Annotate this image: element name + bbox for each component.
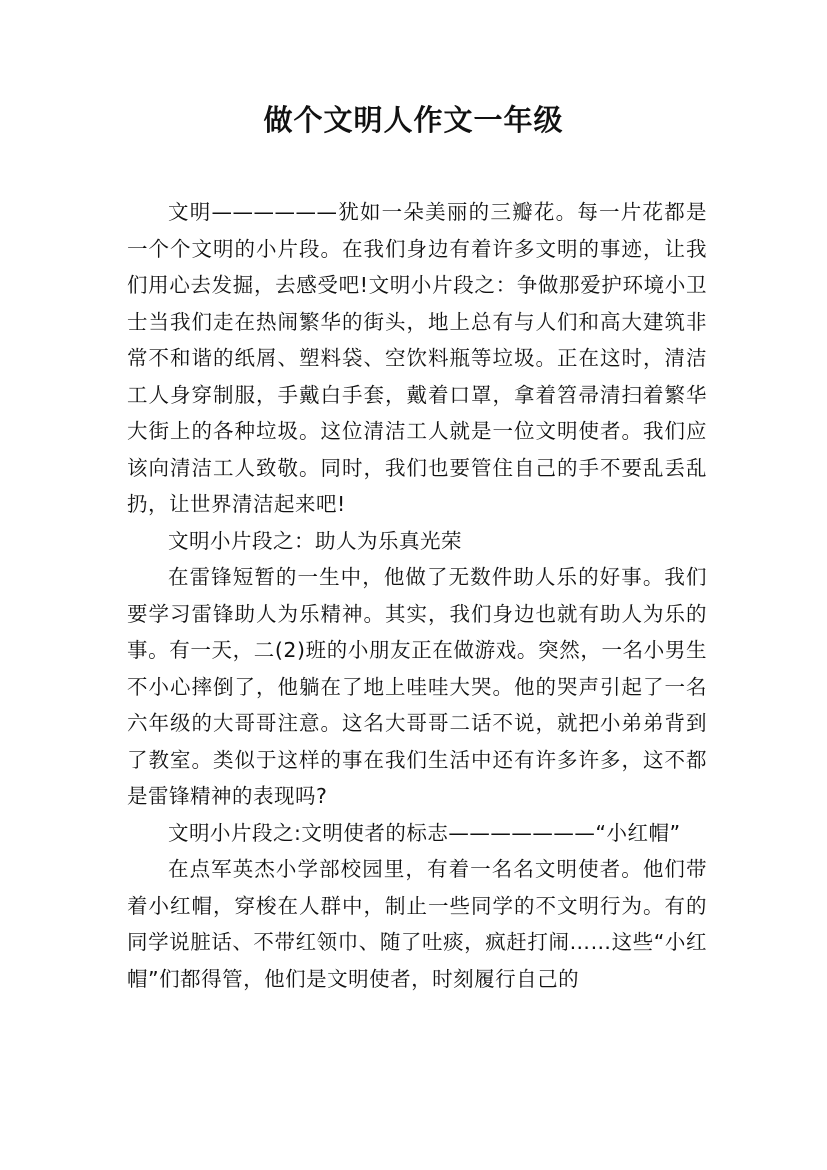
paragraph-civility-envoys: 在点军英杰小学部校园里，有着一名名文明使者。他们带着小红帽，穿梭在人群中，制止一些同学的不文明行为。有的同学说脏话、不带红领巾、随了吐痰，疯赶打闹……这些“小红帽”们都得管，他们是文明使者，时刻履行自己的: [127, 857, 707, 991]
document-body: [127, 194, 707, 997]
paragraph-intro: 文明——————犹如一朵美丽的三瓣花。每一片花都是一个个文明的小片段。在我们身边有着许多文明的事迹，让我们用心去发掘，去感受吧!文明小片段之：争做那爱护环境小卫士当我们走在热闹繁华的街头，地上总有与人们和高大建筑非常不和谐的纸屑、塑料袋、空饮料瓶等垃圾。正在这时，清洁工人身穿制服，手戴白手套，戴着口罩，拿着笤帚清扫着繁华大街上的各种垃圾。这位清洁工人就是一位文明使者。我们应该向清洁工人致敬。同时，我们也要管住自己的手不要乱丢乱扔，让世界清洁起来吧!: [127, 200, 707, 516]
paragraph-heading-helping: 文明小片段之：助人为乐真光荣: [168, 528, 462, 553]
paragraph-heading-red-hat: 文明小片段之:文明使者的标志———————“小红帽”: [168, 820, 681, 845]
document-title: 做个文明人作文一年级: [263, 103, 564, 137]
paragraph-leifeng: 在雷锋短暂的一生中，他做了无数件助人乐的好事。我们要学习雷锋助人为乐精神。其实，我们身边也就有助人为乐的事。有一天，二(2)班的小朋友正在做游戏。突然，一名小男生不小心摔倒了，他躺在了地上哇哇大哭。他的哭声引起了一名六年级的大哥哥注意。这名大哥哥二话不说，就把小弟弟背到了教室。类似于这样的事在我们生活中还有许多许多，这不都是雷锋精神的表现吗?: [127, 565, 707, 808]
